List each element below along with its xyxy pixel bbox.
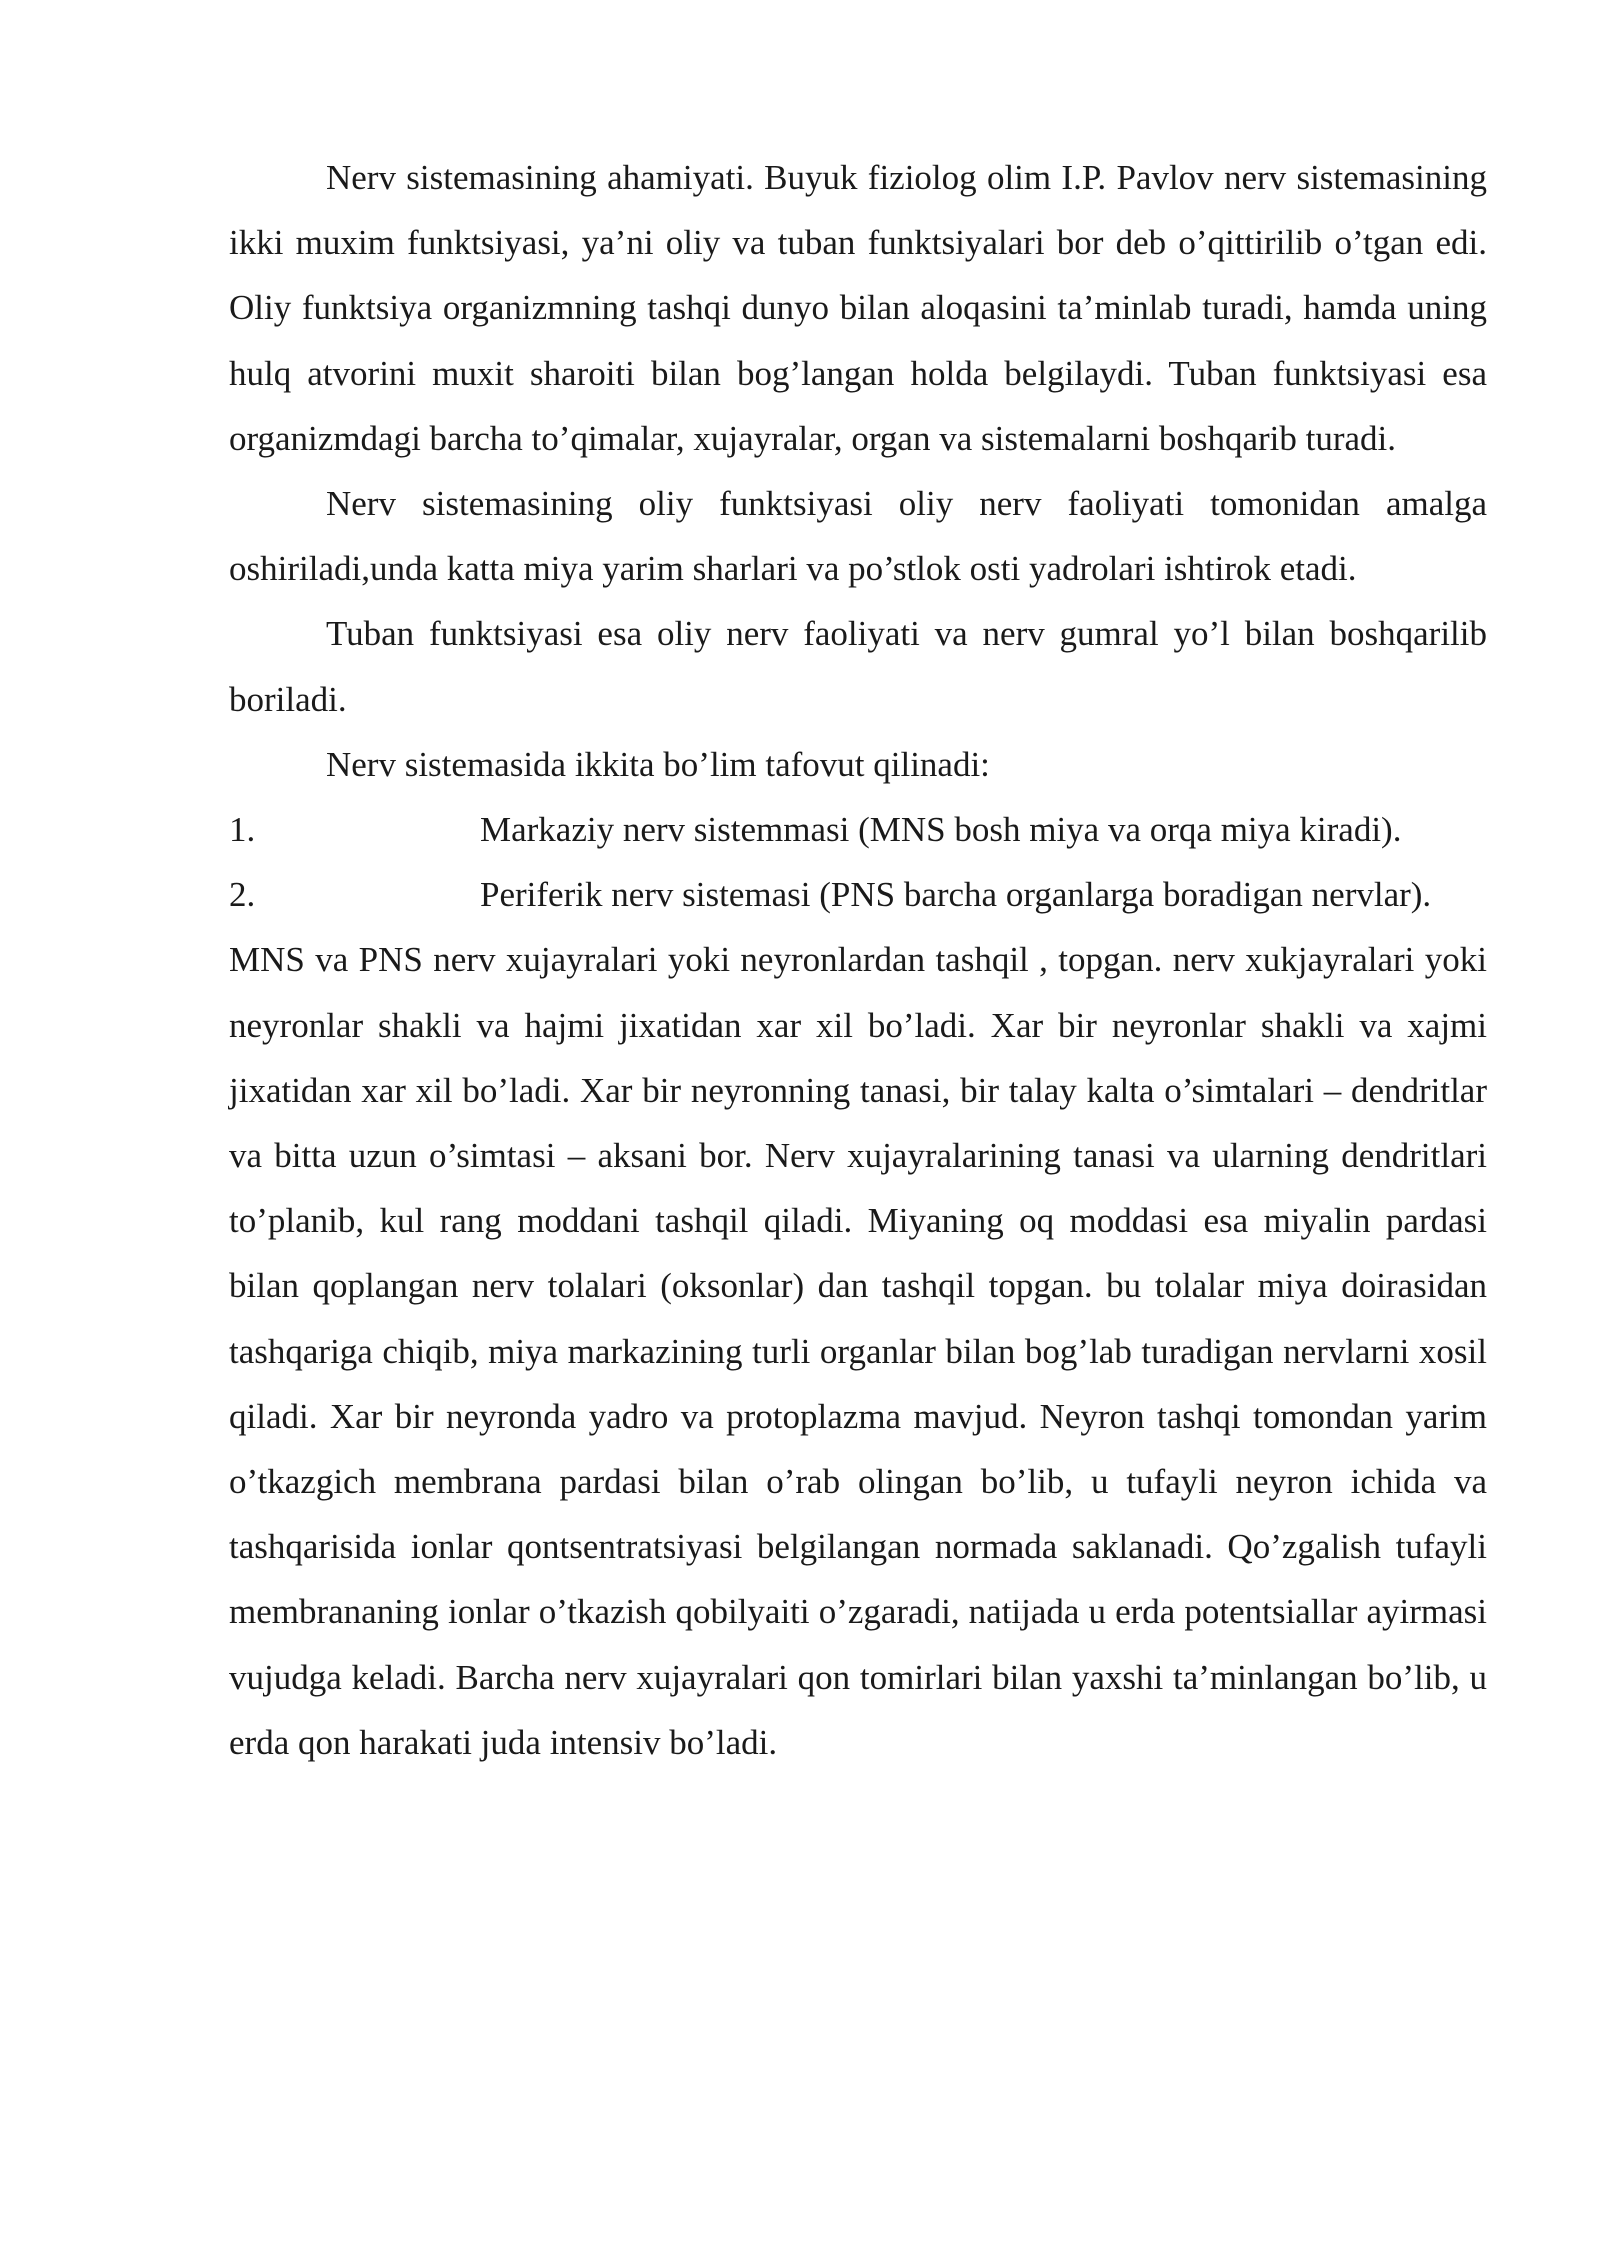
list-item-text: Markaziy nerv sistemmasi (MNS bosh miya va orqa miya kiradi). [480, 810, 1402, 850]
paragraph-neurons: MNS va PNS nerv xujayralari yoki neyronlardan tashqil , topgan. nerv xukjayralari yoki neyronlar shakli va hajmi jixatidan xar xil bo’ladi. Xar bir neyronlar shakli va xajmi jixatidan xar xil bo’ladi. Xar bir neyronning tanasi, bir talay kalta o’simtalari – dendritlar va bitta uzun o’simtasi – aksani bor. Nerv xujayralarining tanasi va ularning dendritlari to’planib, kul rang moddani tashqil qiladi. Miyaning oq moddasi esa miyalin pardasi bilan qoplangan nerv tolalari (oksonlar) dan tashqil topgan. bu tolalar miya doirasidan tashqariga chiqib, miya markazining turli organlar bilan bog’lab turadigan nervlarni xosil qiladi. Xar bir neyronda yadro va protoplazma mavjud. Neyron tashqi tomondan yarim o’tkazgich membrana pardasi bilan o’rab olingan bo’lib, u tufayli neyron ichida va tashqarisida ionlar qontsentratsiyasi belgilangan normada saklanadi. Qo’zgalish tufayli membrananing ionlar o’tkazish qobilyaiti o’zgaradi, natijada u erda potentsiallar ayirmasi vujudga keladi. Barcha nerv xujayralari qon tomirlari bilan yaxshi ta’minlangan bo’lib, u erda qon harakati juda intensiv bo’ladi. [229, 940, 1487, 1762]
list-item-text: Periferik nerv sistemasi (PNS barcha organlarga boradigan nervlar). [480, 875, 1432, 915]
paragraph-nervous-system-importance: Nerv sistemasining ahamiyati. Buyuk fiziolog olim I.P. Pavlov nerv sistemasining ikki muxim funktsiyasi, ya’ni oliy va tuban funktsiyalari bor deb o’qittirilib o’tgan edi. Oliy funktsiya organizmning tashqi dunyo bilan aloqasini ta’minlab turadi, hamda uning hulq atvorini muxit sharoiti bilan bog’langan holda belgilaydi. Tuban funktsiyasi esa organizmdagi barcha to’qimalar, xujayralar, organ va sistemalarni boshqarib turadi. [229, 158, 1487, 458]
paragraph-divisions-intro: Nerv sistemasida ikkita bo’lim tafovut qilinadi: [326, 744, 990, 784]
list-item-cns [229, 797, 1487, 862]
paragraph-higher-function: Nerv sistemasining oliy funktsiyasi oliy nerv faoliyati tomonidan amalga oshiriladi,unda katta miya yarim sharlari va po’stlok osti yadrolari ishtirok etadi. [229, 484, 1487, 589]
list-number: 1. [229, 810, 256, 850]
list-item-pns [229, 862, 1487, 927]
document-body [229, 145, 1487, 1775]
list-number: 2. [229, 875, 256, 915]
paragraph-lower-function: Tuban funktsiyasi esa oliy nerv faoliyati va nerv gumral yo’l bilan boshqarilib boriladi. [229, 614, 1487, 719]
